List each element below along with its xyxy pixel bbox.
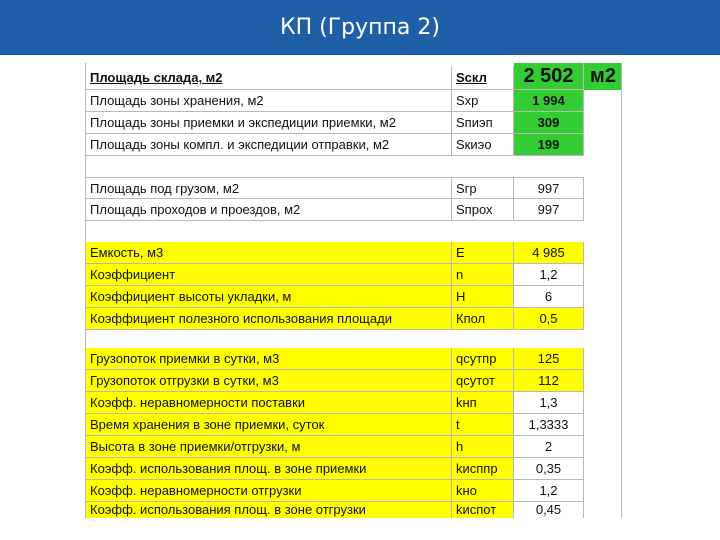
row-label: Площадь под грузом, м2	[86, 177, 452, 199]
row-value: 1,3333	[514, 414, 584, 436]
row-symbol: kисппр	[452, 458, 514, 480]
row-symbol: t	[452, 414, 514, 436]
row-symbol: kно	[452, 480, 514, 502]
row-label: Коэфф. неравномерности поставки	[86, 392, 452, 414]
row-value: 0,5	[514, 308, 584, 330]
row-label: Коэфф. неравномерности отгрузки	[86, 480, 452, 502]
row-symbol: Sкиэо	[452, 134, 514, 156]
row-value: 6	[514, 286, 584, 308]
row-value: 1,2	[514, 264, 584, 286]
row-label: Площадь зоны компл. и экспедиции отправки, м2	[86, 134, 452, 156]
row-symbol: H	[452, 286, 514, 308]
row-value: 199	[514, 134, 584, 156]
slide-header	[0, 0, 720, 55]
row-value: 125	[514, 348, 584, 370]
row-value: 309	[514, 112, 584, 134]
row-symbol: h	[452, 436, 514, 458]
grid-line	[621, 63, 622, 518]
row-label: Площадь зоны приемки и экспедиции приемки, м2	[86, 112, 452, 134]
slide-title: КП (Группа 2)	[280, 15, 440, 40]
total-area-value: 2 502	[514, 63, 584, 90]
row-symbol: E	[452, 242, 514, 264]
row-label: Площадь зоны хранения, м2	[86, 90, 452, 112]
row-symbol: Sгр	[452, 177, 514, 199]
row-symbol: n	[452, 264, 514, 286]
row-symbol: qсутпр	[452, 348, 514, 370]
row-label: Высота в зоне приемки/отгрузки, м	[86, 436, 452, 458]
row-label: Площадь склада, м2	[86, 66, 452, 90]
row-symbol: Sпрох	[452, 199, 514, 221]
row-symbol: kнп	[452, 392, 514, 414]
row-label: Коэффициент высоты укладки, м	[86, 286, 452, 308]
row-label: Время хранения в зоне приемки, суток	[86, 414, 452, 436]
row-value: 0,45	[514, 502, 584, 518]
row-value: 997	[514, 177, 584, 199]
row-value: 4 985	[514, 242, 584, 264]
row-symbol: Sхр	[452, 90, 514, 112]
row-label: Площадь проходов и проездов, м2	[86, 199, 452, 221]
row-label: Коэффициент полезного использования площади	[86, 308, 452, 330]
grid-line	[85, 63, 86, 518]
row-label: Коэфф. использования площ. в зоне приемки	[86, 458, 452, 480]
row-symbol: kиспот	[452, 502, 514, 518]
row-label: Грузопоток приемки в сутки, м3	[86, 348, 452, 370]
row-symbol: Sпиэп	[452, 112, 514, 134]
row-symbol: qсутот	[452, 370, 514, 392]
row-label: Коэфф. использования площ. в зоне отгрузки	[86, 502, 452, 518]
row-value: 1 994	[514, 90, 584, 112]
row-value: 2	[514, 436, 584, 458]
row-value: 997	[514, 199, 584, 221]
row-label: Грузопоток отгрузки в сутки, м3	[86, 370, 452, 392]
row-value: 1,2	[514, 480, 584, 502]
total-area-unit: м2	[584, 63, 622, 90]
row-label: Емкость, м3	[86, 242, 452, 264]
row-symbol: Sскл	[452, 66, 514, 90]
row-value: 1,3	[514, 392, 584, 414]
row-value: 0,35	[514, 458, 584, 480]
row-label: Коэффициент	[86, 264, 452, 286]
row-value: 112	[514, 370, 584, 392]
row-symbol: Кпол	[452, 308, 514, 330]
